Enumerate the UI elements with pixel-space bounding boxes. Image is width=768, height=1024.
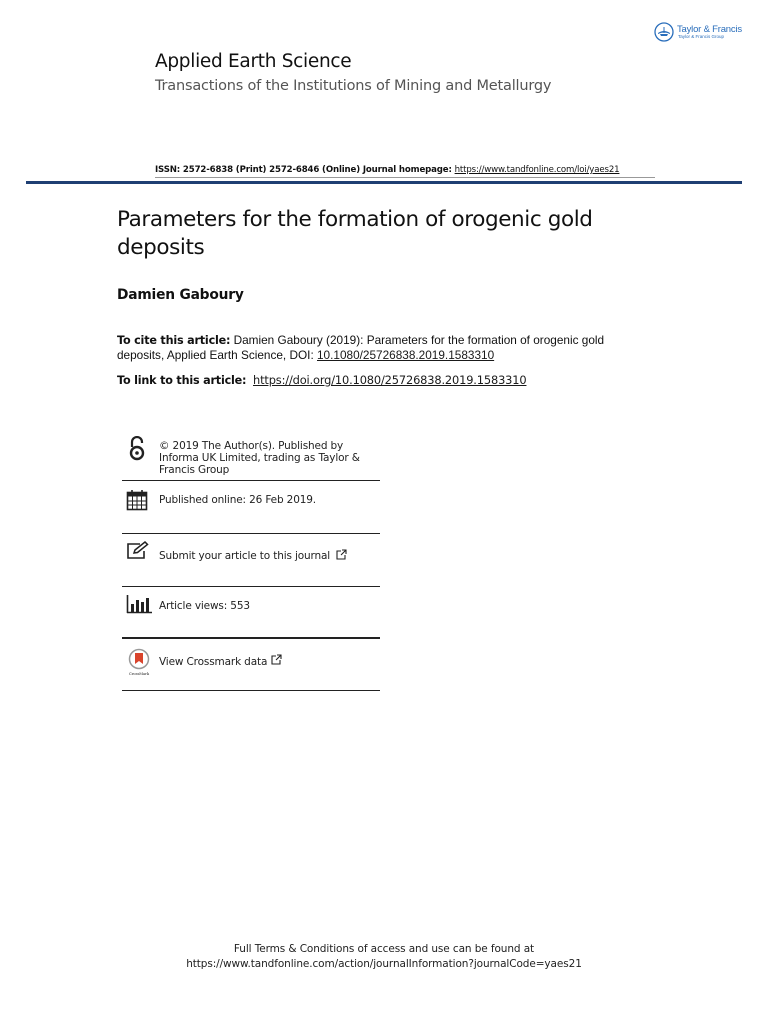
submit-row[interactable] [122,535,380,587]
citation [117,333,637,363]
article-doi-link[interactable]: https://doi.org/10.1080/25726838.2019.1583310 [253,373,527,387]
footer-line-1: Full Terms & Conditions of access and use can be found at [233,943,535,955]
article-author: Damien Gaboury [117,287,244,303]
cite-label: To cite this article: [117,334,231,347]
edit-icon [126,541,150,561]
cite-text: Damien Gaboury (2019): Parameters for the formation of orogenic gold deposits, Applied Earth Science, DOI: [117,333,605,362]
publisher-logo-icon [654,22,674,42]
published-row [122,482,380,534]
footer-terms-link[interactable]: https://www.tandfonline.com/action/journalInformation?journalCode=yaes21 [186,958,582,970]
publisher-name: Taylor & Francis [677,23,742,35]
article-views: Article views: 553 [159,600,250,612]
article-title: Parameters for the formation of orogenic gold deposits [117,207,593,260]
journal-homepage-link[interactable]: https://www.tandfonline.com/loi/yaes21 [454,165,620,175]
open-access-icon [126,436,148,462]
journal-subtitle: Transactions of the Institutions of Mining and Metallurgy [155,78,552,94]
crossmark-row[interactable] [122,640,380,692]
cite-doi-link[interactable]: 10.1080/25726838.2019.1583310 [317,348,495,362]
submit-label: Submit your article to this journal [159,550,331,562]
issn-line [155,165,619,175]
published-date: Published online: 26 Feb 2019. [159,494,316,506]
crossmark-label: View Crossmark data [159,656,268,668]
journal-title: Applied Earth Science [155,51,352,72]
header-rule [26,181,742,184]
license-text: © 2019 The Author(s). Published by Informa UK Limited, trading as Taylor & Francis Group [159,440,360,476]
info-divider [122,690,380,691]
publisher-logo[interactable] [654,22,742,42]
link-to-article [117,373,526,387]
footer [0,942,768,972]
calendar-icon [126,489,148,511]
external-link-icon [336,549,347,560]
header-thin-rule [155,177,655,178]
link-label: To link to this article: [117,374,250,387]
crossmark-link[interactable] [159,654,282,668]
submit-article-link[interactable] [159,549,347,562]
bar-chart-icon [126,594,152,614]
crossmark-logo-text: CrossMark [128,672,150,676]
views-row [122,588,380,639]
external-link-icon [271,654,282,665]
issn-text: ISSN: 2572-6838 (Print) 2572-6846 (Online) Journal homepage: [155,165,455,175]
info-divider [122,637,380,639]
license-row [122,436,380,481]
crossmark-icon [125,648,153,676]
publisher-group: Taylor & Francis Group [678,34,725,39]
